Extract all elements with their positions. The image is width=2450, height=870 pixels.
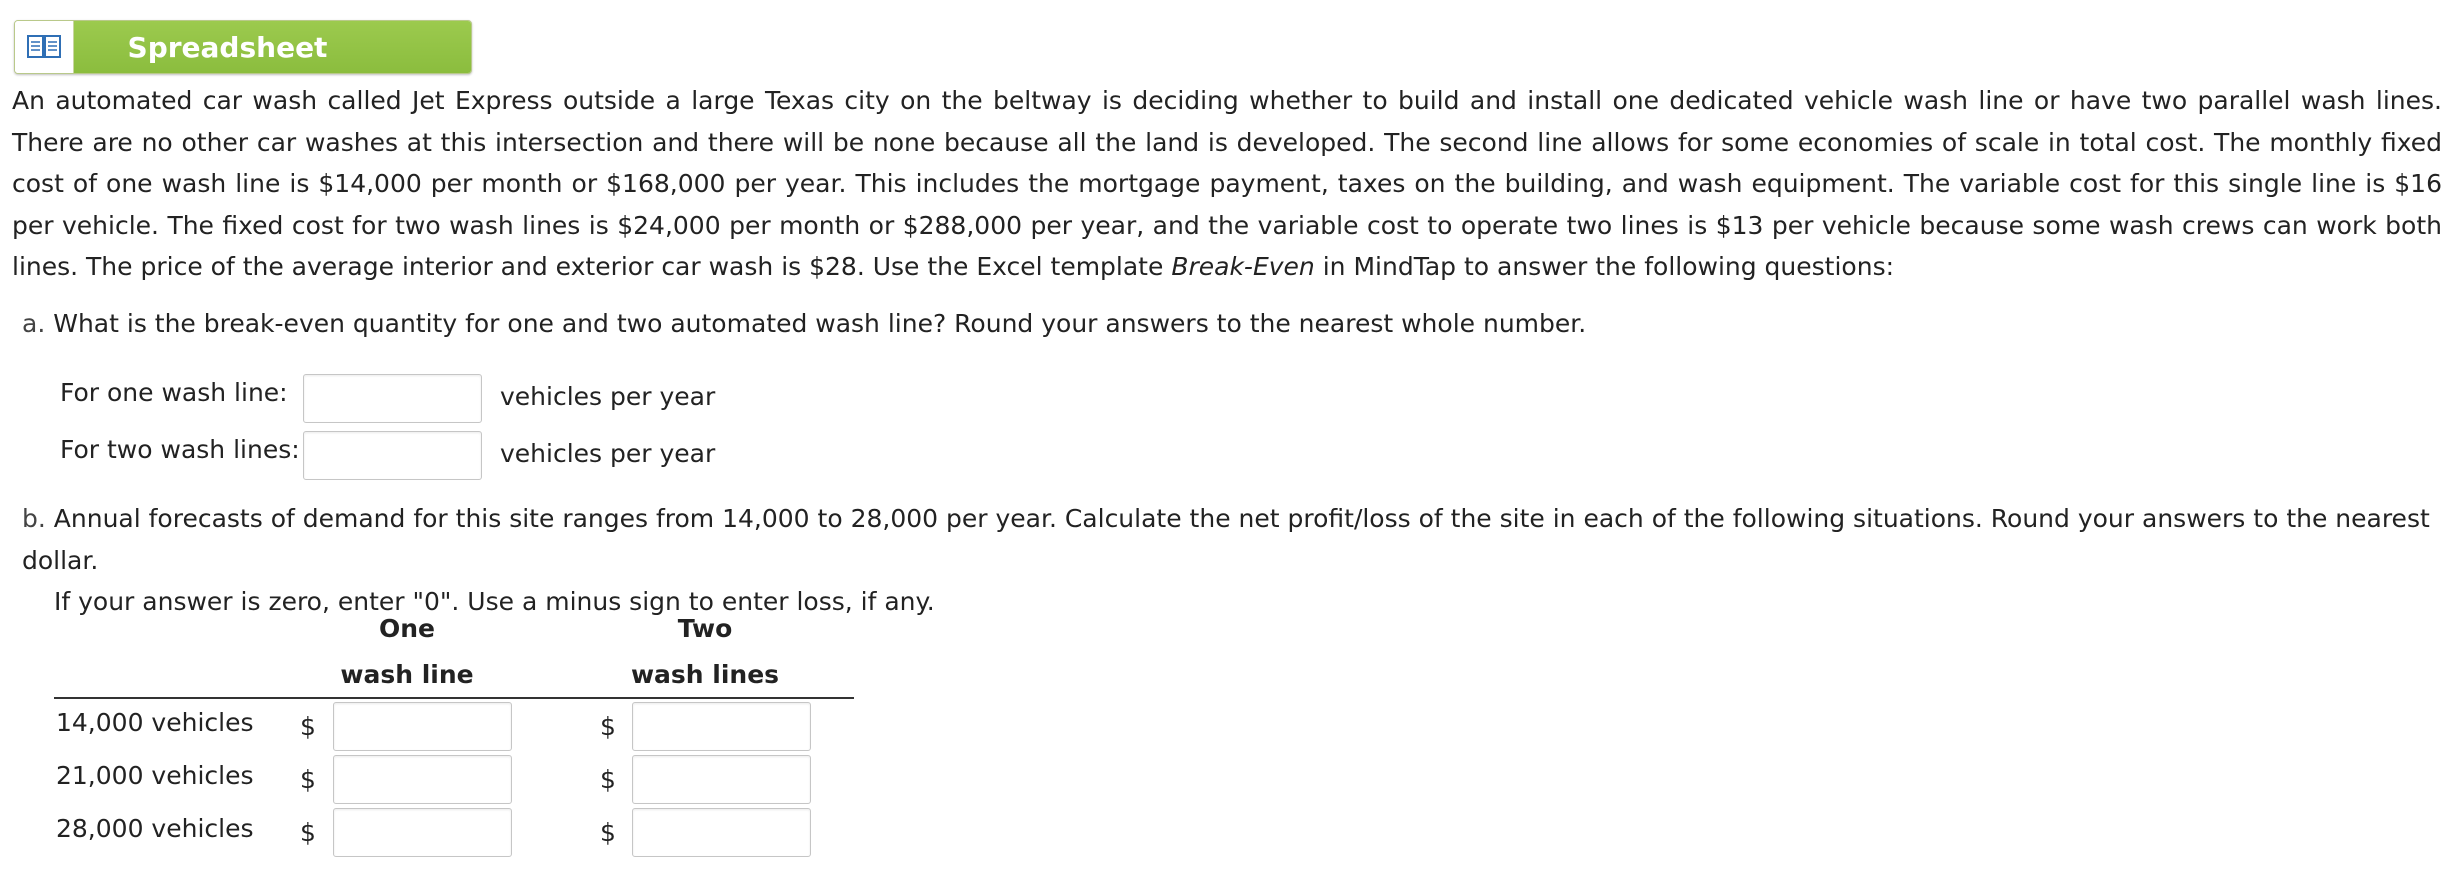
question-a	[22, 303, 1586, 345]
currency-symbol: $	[600, 712, 616, 741]
one-wash-line-label: For one wash line:	[60, 378, 288, 407]
question-b	[22, 498, 2442, 623]
currency-symbol: $	[600, 818, 616, 847]
profit-28000-one-line-input[interactable]	[333, 808, 512, 857]
col-header-two-wash-lines	[585, 606, 825, 698]
spreadsheet-button[interactable]	[14, 20, 472, 74]
question-b-text-line2: If your answer is zero, enter "0". Use a minus sign to enter loss, if any.	[54, 587, 935, 616]
spreadsheet-button-label: Spreadsheet	[74, 21, 471, 73]
col-header-one-line2: wash line	[340, 660, 474, 689]
open-book-icon	[15, 21, 74, 73]
break-even-two-lines-input[interactable]	[303, 431, 482, 480]
row-label-14000: 14,000 vehicles	[56, 708, 254, 737]
currency-symbol: $	[300, 818, 316, 847]
currency-symbol: $	[600, 765, 616, 794]
col-header-two-line1: Two	[677, 614, 733, 643]
profit-21000-one-line-input[interactable]	[333, 755, 512, 804]
profit-14000-two-lines-input[interactable]	[632, 702, 811, 751]
col-header-one-line1: One	[378, 614, 435, 643]
currency-symbol: $	[300, 712, 316, 741]
row-label-28000: 28,000 vehicles	[56, 814, 254, 843]
template-name: Break-Even	[1171, 252, 1315, 281]
question-a-letter: a.	[22, 309, 46, 338]
profit-28000-two-lines-input[interactable]	[632, 808, 811, 857]
col-header-two-line2: wash lines	[630, 660, 780, 689]
problem-statement	[12, 80, 2442, 288]
question-b-text-line1: Annual forecasts of demand for this site ranges from 14,000 to 28,000 per year. Calculate the net profit/loss of the site in each of the following situations. Round your answers to the nearest dollar.	[22, 504, 2430, 575]
two-wash-lines-unit: vehicles per year	[500, 439, 716, 468]
question-b-letter: b.	[22, 504, 46, 533]
profit-21000-two-lines-input[interactable]	[632, 755, 811, 804]
currency-symbol: $	[300, 765, 316, 794]
table-header-rule	[54, 697, 854, 699]
problem-text-part1: An automated car wash called Jet Express outside a large Texas city on the beltway is deciding whether to build and install one dedicated vehicle wash line or have two parallel wash lines. There are no other car washes at this intersection and there will be none because all the land is developed. The second line allows for some economies of scale in total cost. The monthly fixed cost of one wash line is $14,000 per month or $168,000 per year. This includes the mortgage payment, taxes on the building, and wash equipment. The variable cost for this single line is $16 per vehicle. The fixed cost for two wash lines is $24,000 per month or $288,000 per year, and the variable cost to operate two lines is $13 per vehicle because some wash crews can work both lines. The price of the average interior and exterior car wash is $28. Use the Excel template	[12, 86, 2442, 281]
question-a-text: What is the break-even quantity for one and two automated wash line? Round your answers to the nearest whole number.	[53, 309, 1587, 338]
break-even-one-line-input[interactable]	[303, 374, 482, 423]
one-wash-line-unit: vehicles per year	[500, 382, 716, 411]
row-label-21000: 21,000 vehicles	[56, 761, 254, 790]
profit-14000-one-line-input[interactable]	[333, 702, 512, 751]
col-header-one-wash-line	[287, 606, 527, 698]
problem-text-part2: in MindTap to answer the following questions:	[1314, 252, 1895, 281]
two-wash-lines-label: For two wash lines:	[60, 435, 300, 464]
